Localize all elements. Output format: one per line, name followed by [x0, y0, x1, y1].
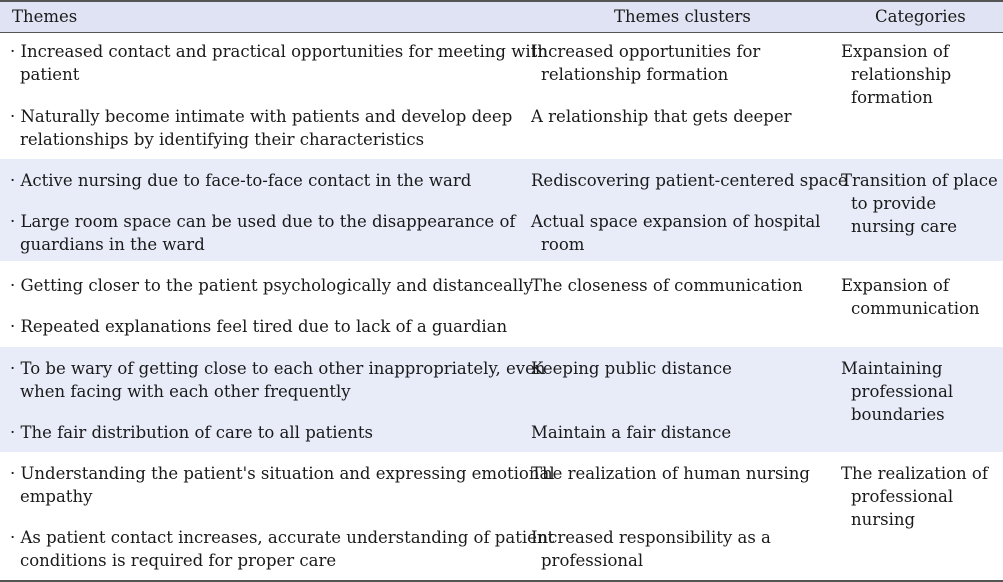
category-line: professional	[851, 487, 954, 506]
theme-cell	[10, 315, 507, 338]
cluster-cell	[531, 169, 848, 192]
theme-line: · Getting closer to the patient psychologically and distanceally	[10, 276, 533, 295]
theme-line: · The fair distribution of care to all patients	[10, 423, 373, 442]
category-line: relationship	[851, 65, 952, 84]
theme-line: · Naturally become intimate with patients and develop deep	[10, 107, 513, 126]
cluster-line: Keeping public distance	[531, 359, 732, 378]
theme-cell	[10, 169, 471, 192]
theme-line: · As patient contact increases, accurate understanding of patient	[10, 528, 555, 547]
category-cell	[841, 169, 998, 238]
header-categories: Categories	[875, 7, 966, 26]
cluster-line: room	[541, 235, 585, 254]
category-line: to provide	[851, 194, 937, 213]
category-line: professional	[851, 382, 954, 401]
cluster-cell	[531, 40, 760, 86]
category-cell	[841, 274, 980, 320]
cluster-cell	[531, 274, 803, 297]
cluster-line: professional	[541, 551, 644, 570]
theme-cell	[10, 421, 373, 444]
theme-line: · Understanding the patient's situation and expressing emotional	[10, 464, 555, 483]
theme-cell	[10, 210, 515, 256]
theme-cell	[10, 274, 533, 297]
cluster-line: Actual space expansion of hospital	[531, 212, 821, 231]
theme-line: empathy	[20, 487, 93, 506]
theme-line: conditions is required for proper care	[20, 551, 337, 570]
cluster-line: Maintain a fair distance	[531, 423, 732, 442]
header-themes: Themes	[12, 7, 78, 26]
category-line: The realization of	[841, 464, 988, 483]
cluster-cell	[531, 421, 731, 444]
cluster-line: relationship formation	[541, 65, 729, 84]
theme-line: · To be wary of getting close to each other inappropriately, even	[10, 359, 546, 378]
cluster-cell	[531, 210, 820, 256]
cluster-line: Increased responsibility as a	[531, 528, 771, 547]
bottom-rule	[0, 580, 1003, 582]
theme-line: · Increased contact and practical opportunities for meeting with	[10, 42, 548, 61]
category-line: nursing care	[851, 217, 958, 236]
theme-cell	[10, 40, 548, 86]
category-cell	[841, 462, 988, 531]
theme-line: when facing with each other frequently	[20, 382, 351, 401]
category-cell	[841, 357, 953, 426]
theme-line: · Large room space can be used due to the disappearance of	[10, 212, 516, 231]
cluster-cell	[531, 526, 771, 572]
category-line: boundaries	[851, 405, 945, 424]
cluster-cell	[531, 462, 810, 485]
category-line: Expansion of	[841, 276, 949, 295]
category-line: Transition of place	[841, 171, 998, 190]
header-row	[0, 0, 1003, 32]
theme-line: guardians in the ward	[20, 235, 205, 254]
top-rule	[0, 0, 1003, 2]
theme-cell	[10, 105, 512, 151]
theme-line: · Repeated explanations feel tired due to lack of a guardian	[10, 317, 508, 336]
theme-cell	[10, 526, 554, 572]
cluster-cell	[531, 357, 732, 380]
header-themes-clusters: Themes clusters	[614, 7, 751, 26]
theme-cell	[10, 357, 546, 403]
cluster-line: Increased opportunities for	[531, 42, 761, 61]
category-line: Maintaining	[841, 359, 943, 378]
theme-line: relationships by identifying their characteristics	[20, 130, 425, 149]
category-line: Expansion of	[841, 42, 949, 61]
header-rule	[0, 32, 1003, 33]
theme-cell	[10, 462, 555, 508]
category-cell	[841, 40, 951, 109]
cluster-line: Rediscovering patient-centered space	[531, 171, 848, 190]
cluster-line: The realization of human nursing	[531, 464, 810, 483]
cluster-line: A relationship that gets deeper	[531, 107, 792, 126]
category-line: nursing	[851, 510, 916, 529]
cluster-cell	[531, 105, 792, 128]
category-line: communication	[851, 299, 980, 318]
theme-line: patient	[20, 65, 80, 84]
cluster-line: The closeness of communication	[531, 276, 803, 295]
theme-line: · Active nursing due to face-to-face contact in the ward	[10, 171, 472, 190]
category-line: formation	[851, 88, 933, 107]
